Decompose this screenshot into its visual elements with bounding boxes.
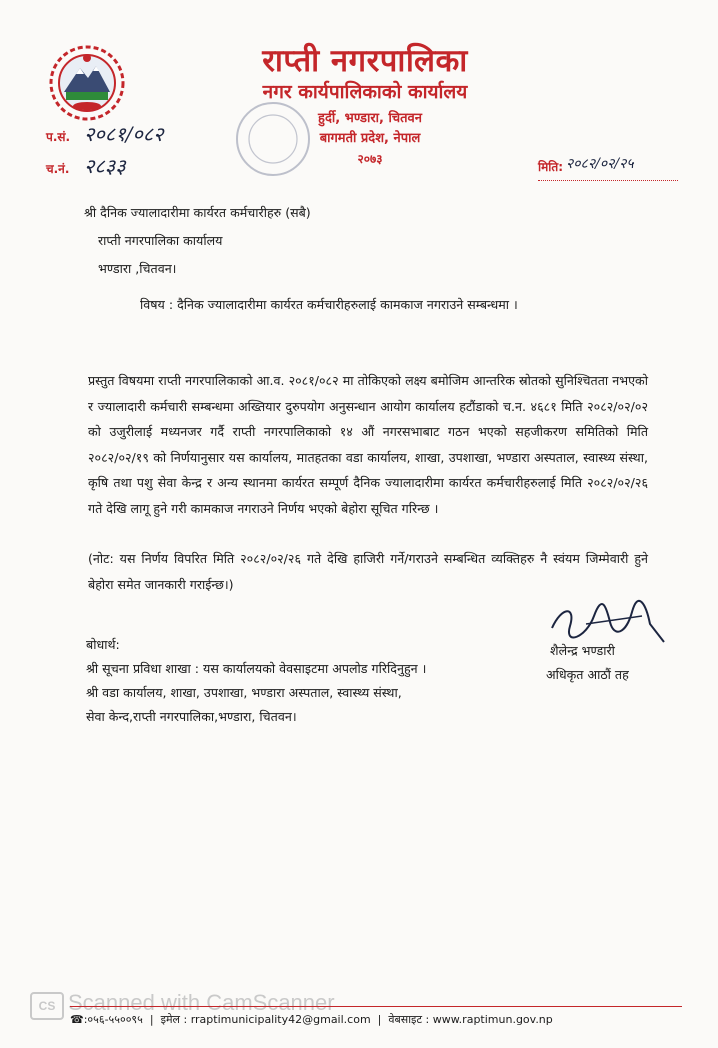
cc-line-3: सेवा केन्द,राप्ती नगरपालिका,भण्डारा, चितवन।: [86, 709, 297, 724]
footer-email: इमेल : rraptimunicipality42@gmail.com: [160, 1013, 371, 1026]
signatory-designation: अधिकृत आठौं तह: [546, 667, 629, 682]
recipient-line-2: राप्ती नगरपालिका कार्यालय: [98, 233, 223, 248]
cc-line-1: श्री सूचना प्रविधा शाखा : यस कार्यालयको वेवसाइटमा अपलोड गरिदिनुहुन ।: [86, 661, 427, 676]
cn-value: २८३३: [84, 154, 126, 178]
office-stamp-icon: [232, 98, 314, 180]
recipient-line-3: भण्डारा ,चितवन।: [98, 261, 177, 276]
footer: [70, 1012, 682, 1027]
ps-value: २०८१/०८२: [84, 122, 164, 146]
recipient-line-1: श्री दैनिक ज्यालादारीमा कार्यरत कर्मचारीहरु (सबै): [84, 205, 311, 220]
footer-website: वेबसाइट : www.raptimun.gov.np: [388, 1013, 553, 1026]
letter-note: (नोट: यस निर्णय विपरित मिति २०८२/०२/२६ गते देखि हाजिरी गर्ने/गराउने सम्बन्धित व्यक्तिहरु नै स्वंयम जिम्मेवारी हुने बेहोरा समेत जानकारी गराईन्छ।): [88, 551, 648, 592]
date-value: २०८२/०२/२५: [566, 156, 634, 172]
municipality-title: राप्ती नगरपालिका: [262, 43, 468, 79]
ps-label: प.सं.: [46, 130, 71, 144]
cn-label: च.नं.: [46, 162, 70, 176]
footer-phone: ☎:०५६-५५००९५: [70, 1013, 143, 1026]
cc-label: बोधार्थ:: [86, 637, 120, 652]
date-label: मिति:: [538, 160, 564, 174]
letter-body: प्रस्तुत विषयमा राप्ती नगरपालिकाको आ.व. २०८१/०८२ मा तोकिएको लक्ष्य बमोजिम आन्तरिक स्रोतको सुनिश्चितता नभएको र ज्यालादारी कर्मचारी सम्बन्धमा अख्तियार दुरुपयोग अनुसन्धान आयोग कार्यालय हटौंडाको च.न. ४६८१ मिति २०८२/०२/०२ को उजुरीलाई मध्यनजर गर्दै राप्ती नगरपालिकाको १४ औं नगरसभाबाट गठन भएको सहजीकरण समितिको मिति २०८२/०२/१९ को निर्णयानुसार यस कार्यालय, मातहतका वडा कार्यालय, शाखा, उपशाखा, भण्डारा अस्पताल, स्वास्थ्य संस्था, कृषि तथा पशु सेवा केन्द्र र अन्य स्थानमा कार्यरत सम्पूर्ण दैनिक ज्यालादारीमा कार्यरत कर्मचारीहरुलाई मिति २०८२/०२/२६ गते देखि लागू हुने गरी कामकाज नगराउने निर्णय भएको बेहोरा सूचित गरिन्छ ।: [88, 373, 648, 516]
subject-line: विषय : दैनिक ज्यालादारीमा कार्यरत कर्मचारीहरुलाई कामकाज नगराउने सम्बन्धमा ।: [140, 297, 518, 312]
footer-divider: [70, 1006, 682, 1007]
established-year: २०७३: [357, 152, 383, 166]
footer-separator: |: [146, 1013, 161, 1026]
camscanner-logo-icon: CS: [30, 992, 64, 1020]
address-line-2: बागमती प्रदेश, नेपाल: [319, 131, 421, 146]
cc-line-2: श्री वडा कार्यालय, शाखा, उपशाखा, भण्डारा अस्पताल, स्वास्थ्य संस्था,: [86, 685, 402, 700]
scanner-watermark: Scanned with CamScanner: [68, 990, 335, 1015]
signatory-name: शैलेन्द्र भण्डारी: [550, 643, 615, 658]
office-subtitle: नगर कार्यपालिकाको कार्यालय: [262, 81, 468, 103]
address-line-1: हुर्दी, भण्डारा, चितवन: [318, 111, 422, 126]
footer-separator: |: [374, 1013, 389, 1026]
nepal-government-emblem-icon: [46, 44, 128, 122]
